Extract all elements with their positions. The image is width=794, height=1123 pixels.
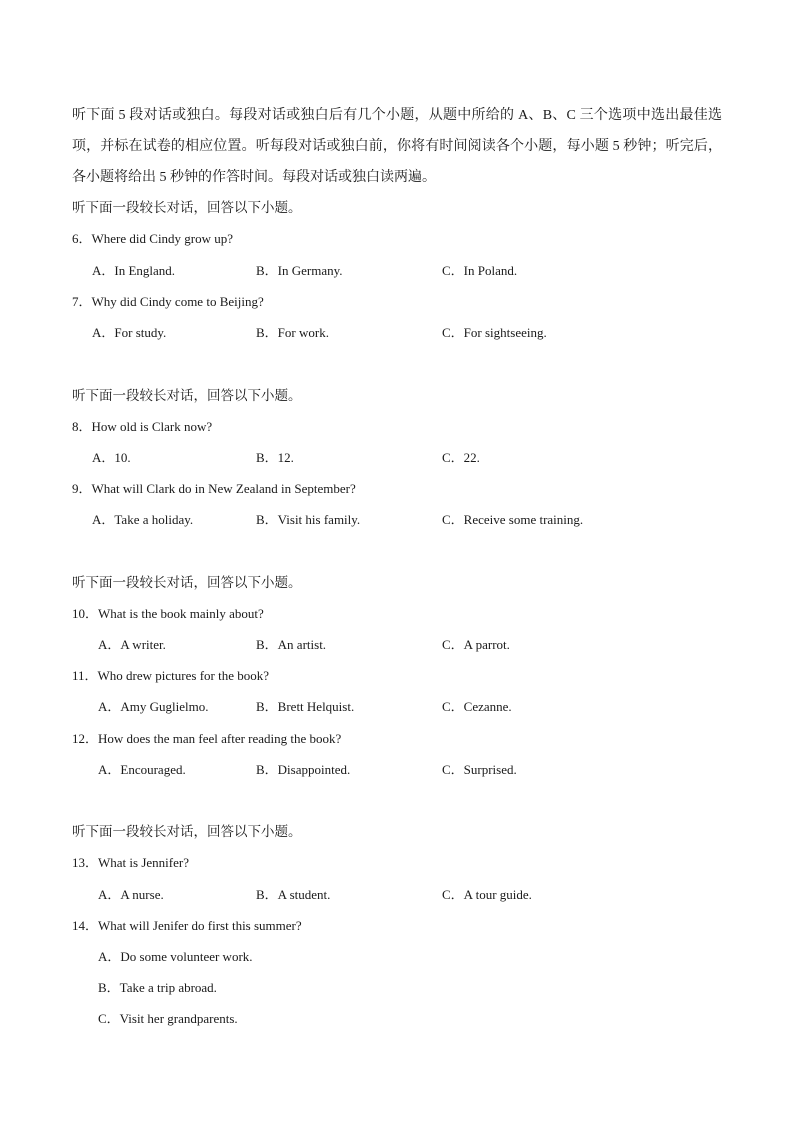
option-a: A．Take a holiday. bbox=[92, 512, 194, 527]
option-c: C．A tour guide. bbox=[442, 887, 532, 902]
question-11 bbox=[72, 665, 269, 684]
option-a: A．For study. bbox=[92, 325, 167, 340]
question-number: 8． bbox=[72, 419, 92, 434]
question-number: 6． bbox=[72, 231, 92, 246]
option-a: A．A writer. bbox=[98, 637, 166, 652]
option-b: B．Disappointed. bbox=[256, 762, 351, 777]
question-text: What will Jenifer do first this summer? bbox=[98, 918, 302, 933]
section-heading: 听下面一段较长对话，回答以下小题。 bbox=[72, 200, 302, 215]
option-b: B．Brett Helquist. bbox=[256, 699, 355, 714]
question-8 bbox=[72, 416, 212, 435]
section-heading: 听下面一段较长对话，回答以下小题。 bbox=[72, 575, 302, 590]
option-b: B．Visit his family. bbox=[256, 512, 361, 527]
option-c: C．Surprised. bbox=[442, 762, 517, 777]
option-b: B．Take a trip abroad. bbox=[98, 980, 217, 995]
question-text: Where did Cindy grow up? bbox=[91, 231, 234, 246]
option-b: B．In Germany. bbox=[256, 263, 343, 278]
question-7 bbox=[72, 291, 264, 310]
question-text: Who drew pictures for the book? bbox=[97, 668, 270, 683]
question-number: 12． bbox=[72, 731, 99, 746]
question-10 bbox=[72, 603, 264, 622]
option-c: C．For sightseeing. bbox=[442, 325, 547, 340]
question-text: What is the book mainly about? bbox=[98, 606, 264, 621]
instructions-paragraph: 听下面 5 段对话或独白。每段对话或独白后有几个小题，从题中所给的 A、B、C 三个选项中选出最佳选项，并标在试卷的相应位置。听每段对话或独白前，你将有时间阅读各个小题，每小题 5 秒钟；听完后，各小题将给出 5 秒钟的作答时间。每段对话或独白读两遍。 bbox=[72, 108, 722, 185]
option-a: A．Encouraged. bbox=[98, 762, 186, 777]
option-a: A．A nurse. bbox=[98, 887, 164, 902]
question-9 bbox=[72, 478, 356, 497]
option-c: C．In Poland. bbox=[442, 263, 518, 278]
option-a: A．Amy Guglielmo. bbox=[98, 699, 209, 714]
option-b: B．For work. bbox=[256, 325, 329, 340]
question-14 bbox=[72, 915, 302, 934]
option-a: A．10. bbox=[92, 450, 131, 465]
question-number: 7． bbox=[72, 294, 92, 309]
option-a: A．Do some volunteer work. bbox=[98, 949, 253, 964]
section-heading: 听下面一段较长对话，回答以下小题。 bbox=[72, 824, 302, 839]
question-text: Why did Cindy come to Beijing? bbox=[91, 294, 264, 309]
option-c: C．A parrot. bbox=[442, 637, 510, 652]
question-12 bbox=[72, 728, 341, 747]
option-a: A．In England. bbox=[92, 263, 176, 278]
option-b: B．A student. bbox=[256, 887, 331, 902]
question-13 bbox=[72, 852, 189, 871]
option-c: C．Cezanne. bbox=[442, 699, 512, 714]
section-heading: 听下面一段较长对话，回答以下小题。 bbox=[72, 388, 302, 403]
question-text: What will Clark do in New Zealand in September? bbox=[91, 481, 356, 496]
question-number: 10． bbox=[72, 606, 99, 621]
question-text: How does the man feel after reading the book? bbox=[98, 731, 342, 746]
option-b: B．12. bbox=[256, 450, 294, 465]
question-number: 11． bbox=[72, 668, 98, 683]
option-b: B．An artist. bbox=[256, 637, 327, 652]
option-c: C．Visit her grandparents. bbox=[98, 1011, 238, 1026]
question-text: What is Jennifer? bbox=[98, 855, 189, 870]
option-c: C．22. bbox=[442, 450, 480, 465]
option-c: C．Receive some training. bbox=[442, 512, 584, 527]
question-number: 9． bbox=[72, 481, 92, 496]
question-number: 14． bbox=[72, 918, 99, 933]
question-6 bbox=[72, 228, 233, 247]
question-number: 13． bbox=[72, 855, 99, 870]
question-text: How old is Clark now? bbox=[91, 419, 213, 434]
